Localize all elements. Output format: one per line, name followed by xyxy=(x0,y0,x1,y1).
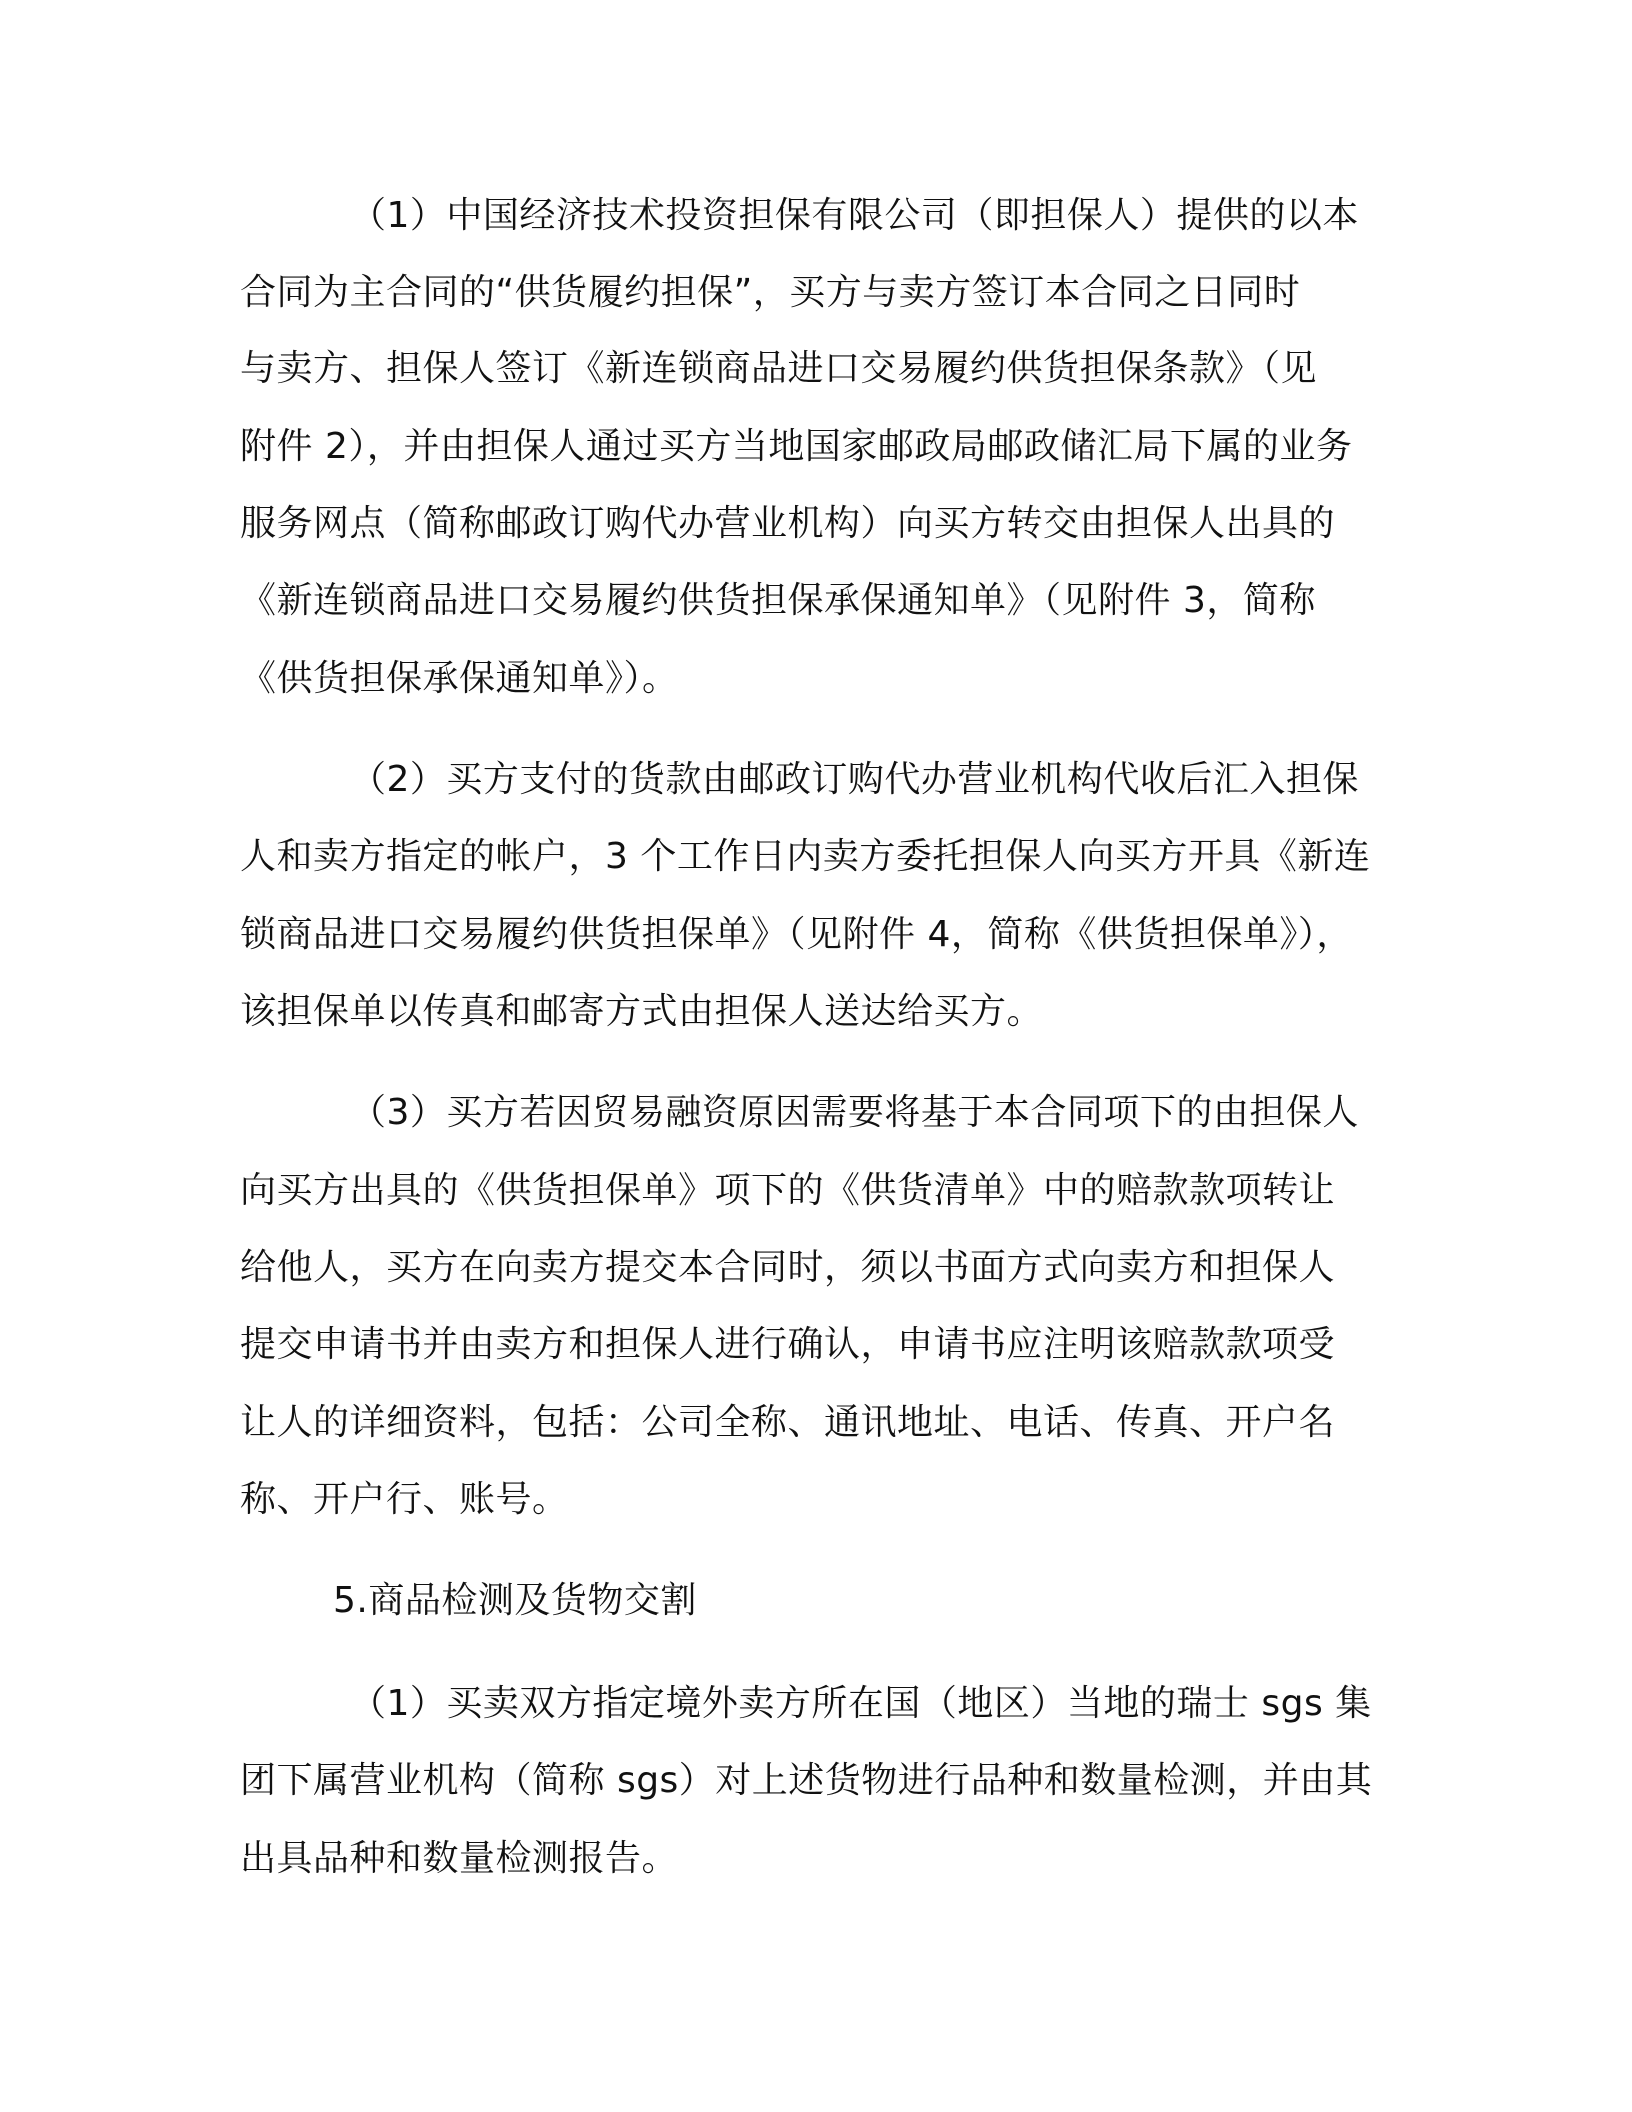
text-line: （3）买方若因贸易融资原因需要将基于本合同项下的由担保人 xyxy=(350,1092,1359,1133)
text-line: 向买方出具的《供货担保单》项下的《供货清单》中的赔款款项转让 xyxy=(240,1170,1336,1211)
text-line: 合同为主合同的“供货履约担保”，买方与卖方签订本合同之日同时 xyxy=(240,272,1301,313)
text-line: 附件 2），并由担保人通过买方当地国家邮政局邮政储汇局下属的业务 xyxy=(240,426,1353,467)
text-line: 人和卖方指定的帐户，3 个工作日内卖方委托担保人向买方开具《新连 xyxy=(240,836,1371,877)
text-line: 《供货担保承保通知单》）。 xyxy=(240,658,679,699)
text-line: （2）买方支付的货款由邮政订购代办营业机构代收后汇入担保 xyxy=(350,759,1359,800)
text-line: 出具品种和数量检测报告。 xyxy=(240,1838,679,1879)
text-line: （1）买卖双方指定境外卖方所在国（地区）当地的瑞士 sgs 集 xyxy=(350,1683,1372,1724)
text-line: 给他人，买方在向卖方提交本合同时，须以书面方式向卖方和担保人 xyxy=(240,1247,1336,1288)
text-line: 该担保单以传真和邮寄方式由担保人送达给买方。 xyxy=(240,991,1044,1032)
text-line: 与卖方、担保人签订《新连锁商品进口交易履约供货担保条款》（见 xyxy=(240,348,1318,389)
text-line: 称、开户行、账号。 xyxy=(240,1479,569,1520)
text-line: 让人的详细资料，包括：公司全称、通讯地址、电话、传真、开户名 xyxy=(240,1402,1336,1443)
text-line: 锁商品进口交易履约供货担保单》（见附件 4，简称《供货担保单》）， xyxy=(240,914,1353,955)
text-line: （1）中国经济技术投资担保有限公司（即担保人）提供的以本 xyxy=(350,195,1359,236)
text-line: 提交申请书并由卖方和担保人进行确认，申请书应注明该赔款款项受 xyxy=(240,1324,1336,1365)
section-heading: 5.商品检测及货物交割 xyxy=(333,1580,697,1621)
text-line: 服务网点（简称邮政订购代办营业机构）向买方转交由担保人出具的 xyxy=(240,503,1336,544)
text-line: 团下属营业机构（简称 sgs）对上述货物进行品种和数量检测，并由其 xyxy=(240,1760,1373,1801)
text-line: 《新连锁商品进口交易履约供货担保承保通知单》（见附件 3，简称 xyxy=(240,580,1316,621)
